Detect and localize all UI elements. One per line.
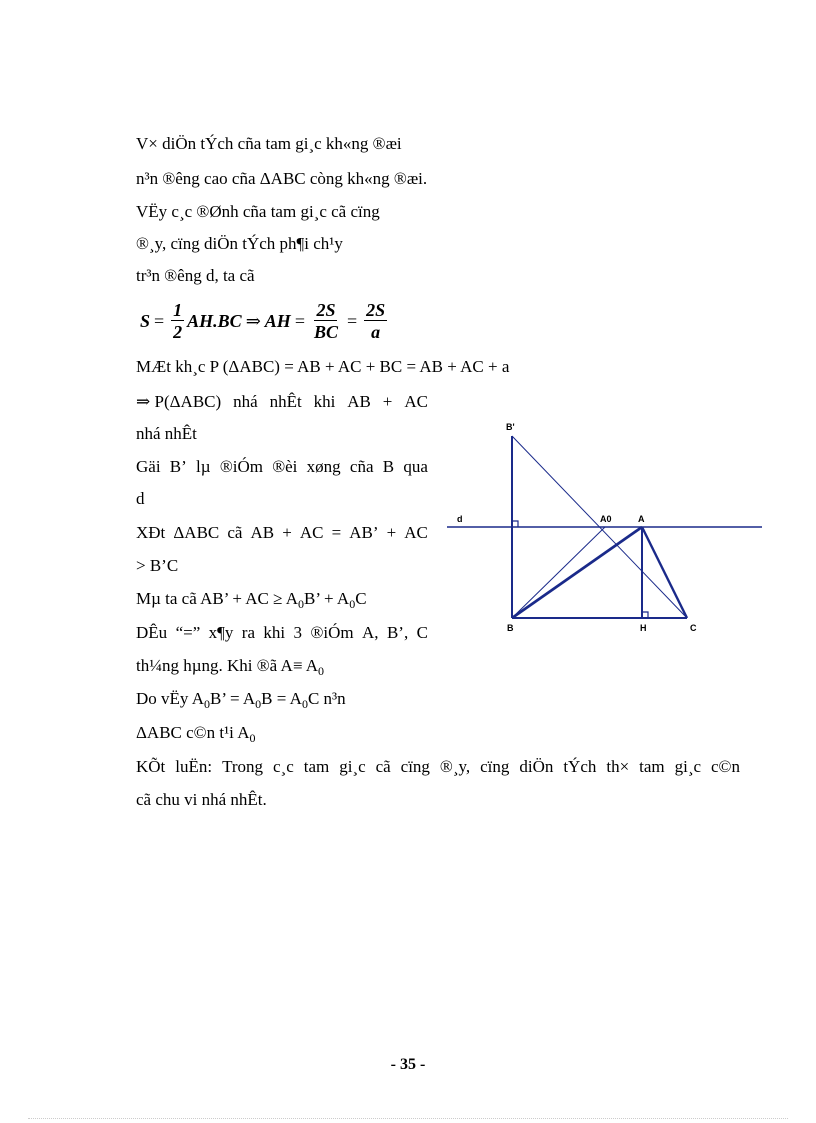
word: cïng	[480, 757, 510, 776]
word: ra	[241, 623, 255, 642]
text-line-18	[136, 757, 740, 777]
word: AB	[347, 392, 371, 411]
word: AC	[404, 392, 428, 411]
area-formula	[140, 298, 390, 344]
text-line-3: VËy c¸c ®Ønh cña tam gi¸c cã cïng	[136, 202, 380, 221]
subscript: 0	[298, 597, 305, 611]
formula-equals-3: =	[346, 310, 358, 331]
word: ΔABC	[173, 523, 220, 542]
word: x¶y	[208, 623, 234, 642]
formula-equals-2: =	[294, 310, 305, 331]
page-divider	[28, 1118, 788, 1119]
formula-implies: ⇒	[245, 310, 261, 331]
word: B	[382, 457, 395, 476]
word: +	[282, 523, 292, 542]
label-b-prime: B'	[506, 422, 515, 432]
word: “=”	[175, 623, 201, 642]
word: AB’	[349, 523, 379, 542]
word: tam	[303, 757, 330, 776]
text-part: th¼ng hµng. Khi ®ã A≡ A	[136, 656, 318, 675]
text-part: Do vËy A	[136, 689, 204, 708]
text-line-13	[136, 589, 367, 609]
word: cña	[349, 457, 374, 476]
text-line-2: n³n ®êng cao cña ΔABC còng kh«ng ®æi.	[136, 169, 428, 188]
subscript: 0	[318, 664, 324, 678]
word: AB	[250, 523, 275, 542]
word: c¸c	[272, 757, 294, 776]
text-part: C n³n	[307, 689, 346, 708]
word: khi	[263, 623, 286, 642]
label-d: d	[457, 514, 463, 524]
formula-ah: AH	[264, 310, 291, 331]
segment-a-c	[642, 527, 687, 618]
fraction-2s-bc	[312, 300, 340, 343]
word: luËn:	[175, 757, 213, 776]
text-line-14	[136, 623, 428, 643]
text-line-11	[136, 523, 428, 543]
fraction-2s-a	[364, 300, 387, 343]
label-a: A	[638, 514, 645, 524]
word: diÖn	[519, 757, 554, 776]
text-line-15	[136, 656, 324, 676]
label-c: C	[690, 623, 697, 633]
word: nhá	[233, 392, 258, 411]
word: c©n	[711, 757, 740, 776]
text-part: B’ = A	[210, 689, 256, 708]
word: +	[382, 392, 393, 411]
fraction-2s-a-denominator: a	[371, 321, 381, 342]
formula-equals: =	[154, 310, 165, 331]
word: 3	[293, 623, 303, 642]
word: B’	[169, 457, 187, 476]
text-line-17	[136, 723, 255, 743]
text-line-7	[136, 392, 428, 412]
word: ®èi	[272, 457, 298, 476]
formula-s: S	[140, 310, 151, 331]
text-line-5: tr³n ®êng d, ta cã	[136, 266, 255, 285]
text-line-4: ®¸y, cïng diÖn tÝch ph¶i ch¹y	[136, 234, 343, 253]
fraction-2s-a-numerator: 2S	[366, 299, 386, 320]
word: B’,	[386, 623, 409, 642]
fraction-half	[171, 300, 184, 343]
word: cïng	[400, 757, 430, 776]
subscript: 0	[255, 697, 262, 711]
text-line-6: MÆt kh¸c P (ΔABC) = AB + AC + BC = AB + AC + a	[136, 357, 510, 376]
text-part: B = A	[261, 689, 302, 708]
word: XÐt	[136, 523, 166, 542]
fraction-half-numerator: 1	[173, 299, 183, 320]
subscript: 0	[301, 697, 308, 711]
label-h: H	[640, 623, 647, 633]
word: ®¸y,	[439, 757, 471, 776]
text-line-19: cã chu vi nhá nhÊt.	[136, 790, 267, 809]
word: A,	[362, 623, 379, 642]
word: DÊu	[136, 623, 168, 642]
fraction-2s-bc-numerator: 2S	[316, 299, 336, 320]
word: gi¸c	[674, 757, 702, 776]
word: th×	[606, 757, 630, 776]
word: xøng	[306, 457, 341, 476]
label-b: B	[507, 623, 514, 633]
word: lµ	[196, 457, 211, 476]
fraction-2s-bc-denominator: BC	[313, 321, 338, 342]
word: Gäi	[136, 457, 161, 476]
label-a0: A0	[600, 514, 612, 524]
subscript: 0	[349, 597, 356, 611]
subscript: 0	[249, 731, 256, 745]
text-part: C	[355, 589, 367, 608]
word: tÝch	[563, 757, 597, 776]
word: ⇒ P(ΔABC)	[136, 392, 222, 411]
page-number: - 35 -	[390, 1056, 426, 1073]
word: Trong	[222, 757, 264, 776]
word: cã	[227, 523, 243, 542]
word: nhÊt	[269, 392, 302, 411]
text-part: Mµ ta cã AB’ + AC ≥ A	[136, 589, 299, 608]
text-line-10: d	[136, 489, 145, 508]
word: tam	[639, 757, 665, 776]
text-line-12: > B’C	[136, 556, 179, 575]
word: gi¸c	[339, 757, 366, 776]
segment-b-a0	[512, 527, 605, 618]
word: AC	[299, 523, 324, 542]
text-line-9	[136, 457, 428, 477]
word: qua	[403, 457, 428, 476]
subscript: 0	[204, 697, 210, 711]
word: ®iÓm	[219, 457, 263, 476]
word: ®iÓm	[310, 623, 354, 642]
formula-ah-bc: AH.BC	[187, 310, 242, 331]
fraction-half-denominator: 2	[173, 321, 183, 342]
word: =	[331, 523, 342, 542]
text-line-1: V× diÖn tÝch cña tam gi¸c kh«ng ®æi	[136, 134, 402, 153]
segment-b-a	[512, 527, 642, 618]
text-part: B’ + A	[304, 589, 350, 608]
text-part: ΔABC c©n t¹i A	[136, 723, 250, 742]
word: cã	[375, 757, 391, 776]
word: C	[416, 623, 428, 642]
word: KÕt	[136, 757, 166, 776]
word: +	[386, 523, 397, 542]
word: AC	[404, 523, 428, 542]
word: khi	[313, 392, 336, 411]
text-line-16	[136, 689, 346, 709]
geometry-figure	[440, 418, 770, 640]
text-line-8: nhá nhÊt	[136, 424, 197, 443]
